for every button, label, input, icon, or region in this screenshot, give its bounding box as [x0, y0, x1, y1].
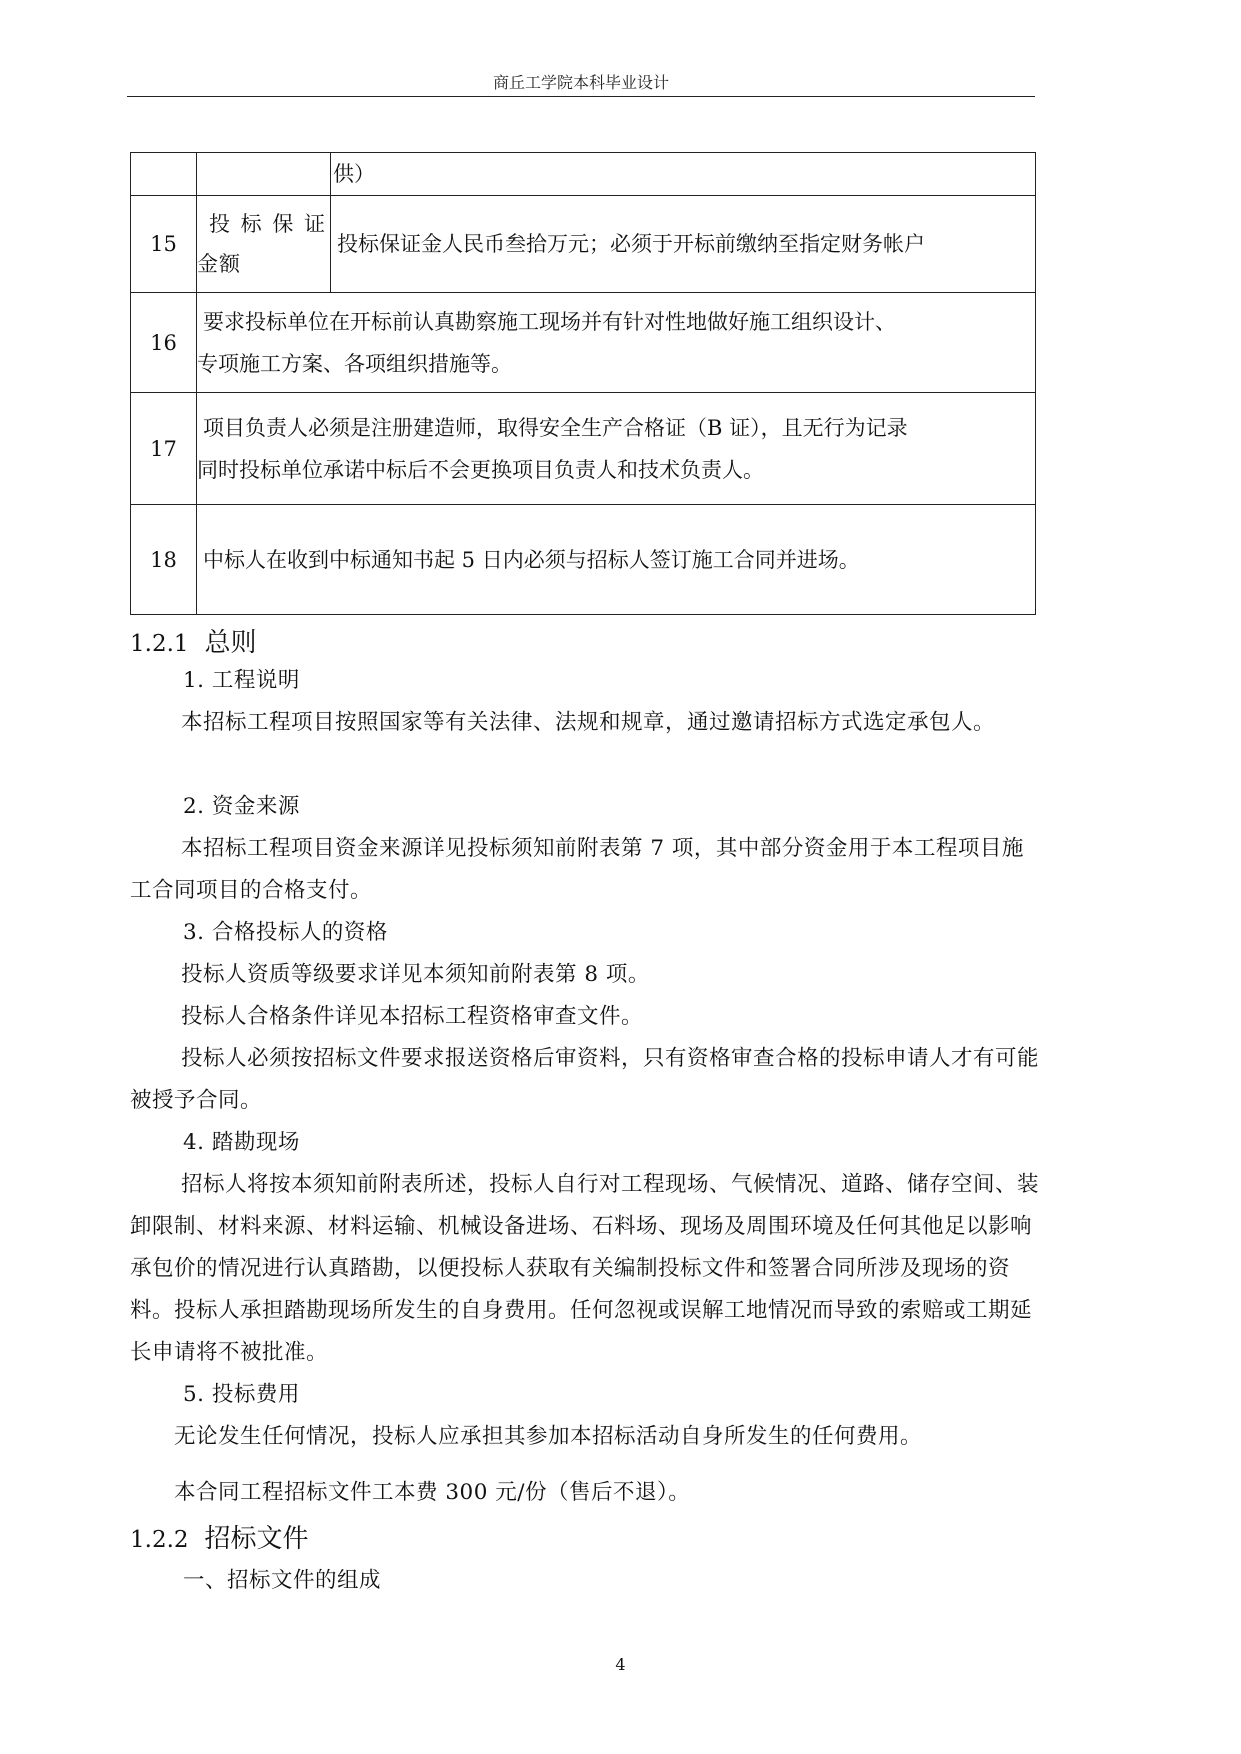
- row-content: [197, 393, 1036, 505]
- row-content: [197, 505, 1036, 615]
- paragraph: 招标人将按本须知前附表所述，投标人自行对工程现场、气候情况、道路、储存空间、装卸限制、材料来源、材料运输、机械设备进场、石料场、现场及周围环境及任何其他足以影响承包价的情况进行认真踏勘，以便投标人获取有关编制投标文件和签署合同所涉及现场的资料。投标人承担踏勘现场所发生的自身费用。任何忽视或误解工地情况而导致的索赔或工期延长申请将不被批准。: [130, 1172, 1040, 1365]
- header-divider: [127, 96, 1035, 97]
- section-heading-general: [130, 622, 257, 659]
- row-number: 18: [131, 505, 197, 615]
- section-title: 总则: [204, 628, 257, 658]
- paragraph: 本招标工程项目按照国家等有关法律、法规和规章，通过邀请招标方式选定承包人。: [181, 710, 996, 735]
- paragraph: 投标人资质等级要求详见本须知前附表第 8 项。: [181, 962, 650, 987]
- page-header: 商丘工学院本科毕业设计: [492, 73, 669, 92]
- table-row: [131, 393, 1036, 505]
- row-label-line: 金额: [197, 252, 241, 276]
- table-cell: [197, 153, 331, 196]
- row-label: [197, 196, 331, 293]
- section-heading-bidding-docs: [130, 1518, 309, 1555]
- paragraph: 本合同工程招标文件工本费 300 元/份（售后不退）。: [174, 1480, 691, 1505]
- section-title: 招标文件: [204, 1524, 309, 1554]
- table-row: [131, 153, 1036, 196]
- row-content-line: 同时投标单位承诺中标后不会更换项目负责人和技术负责人。: [197, 457, 764, 482]
- row-content: [197, 293, 1036, 393]
- subsection-title: 4. 踏勘现场: [183, 1130, 300, 1155]
- bid-notice-table: [130, 152, 1036, 615]
- subsection-title: 3. 合格投标人的资格: [183, 920, 388, 945]
- subsection-title: 2. 资金来源: [183, 794, 300, 819]
- paragraph: 投标人必须按招标文件要求报送资格后审资料，只有资格审查合格的投标申请人才有可能被授予合同。: [130, 1046, 1040, 1113]
- row-number: 16: [131, 293, 197, 393]
- row-label-line: 投标保证: [209, 212, 326, 236]
- paragraph: 无论发生任何情况，投标人应承担其参加本招标活动自身所发生的任何费用。: [174, 1424, 923, 1449]
- subsection-title: 1. 工程说明: [183, 668, 300, 693]
- section-number: 1.2.2: [130, 1527, 189, 1553]
- row-content-line: 中标人在收到中标通知书起 5 日内必须与招标人签订施工合同并进场。: [203, 547, 860, 572]
- table-cell: [131, 153, 197, 196]
- paragraph: 本招标工程项目资金来源详见投标须知前附表第 7 项，其中部分资金用于本工程项目施工合同项目的合格支付。: [130, 836, 1024, 903]
- row-content: [331, 196, 1036, 293]
- table-cell: 供）: [331, 153, 1036, 196]
- row-number: 15: [131, 196, 197, 293]
- row-content-line: 项目负责人必须是注册建造师，取得安全生产合格证（B 证），且无行为记录: [203, 415, 908, 440]
- paragraph: 投标人合格条件详见本招标工程资格审查文件。: [181, 1004, 644, 1029]
- row-content-line: 投标保证金人民币叁拾万元；必须于开标前缴纳至指定财务帐户: [337, 232, 925, 256]
- row-content-line: 专项施工方案、各项组织措施等。: [197, 351, 512, 376]
- row-content-line: 要求投标单位在开标前认真勘察施工现场并有针对性地做好施工组织设计、: [203, 309, 896, 334]
- row-number: 17: [131, 393, 197, 505]
- subsection-title: 一、招标文件的组成: [183, 1568, 382, 1593]
- table-row: [131, 505, 1036, 615]
- subsection-title: 5. 投标费用: [183, 1382, 300, 1407]
- section-number: 1.2.1: [130, 631, 189, 657]
- table-row: [131, 293, 1036, 393]
- table-row: [131, 196, 1036, 293]
- page-number: 4: [615, 1655, 626, 1674]
